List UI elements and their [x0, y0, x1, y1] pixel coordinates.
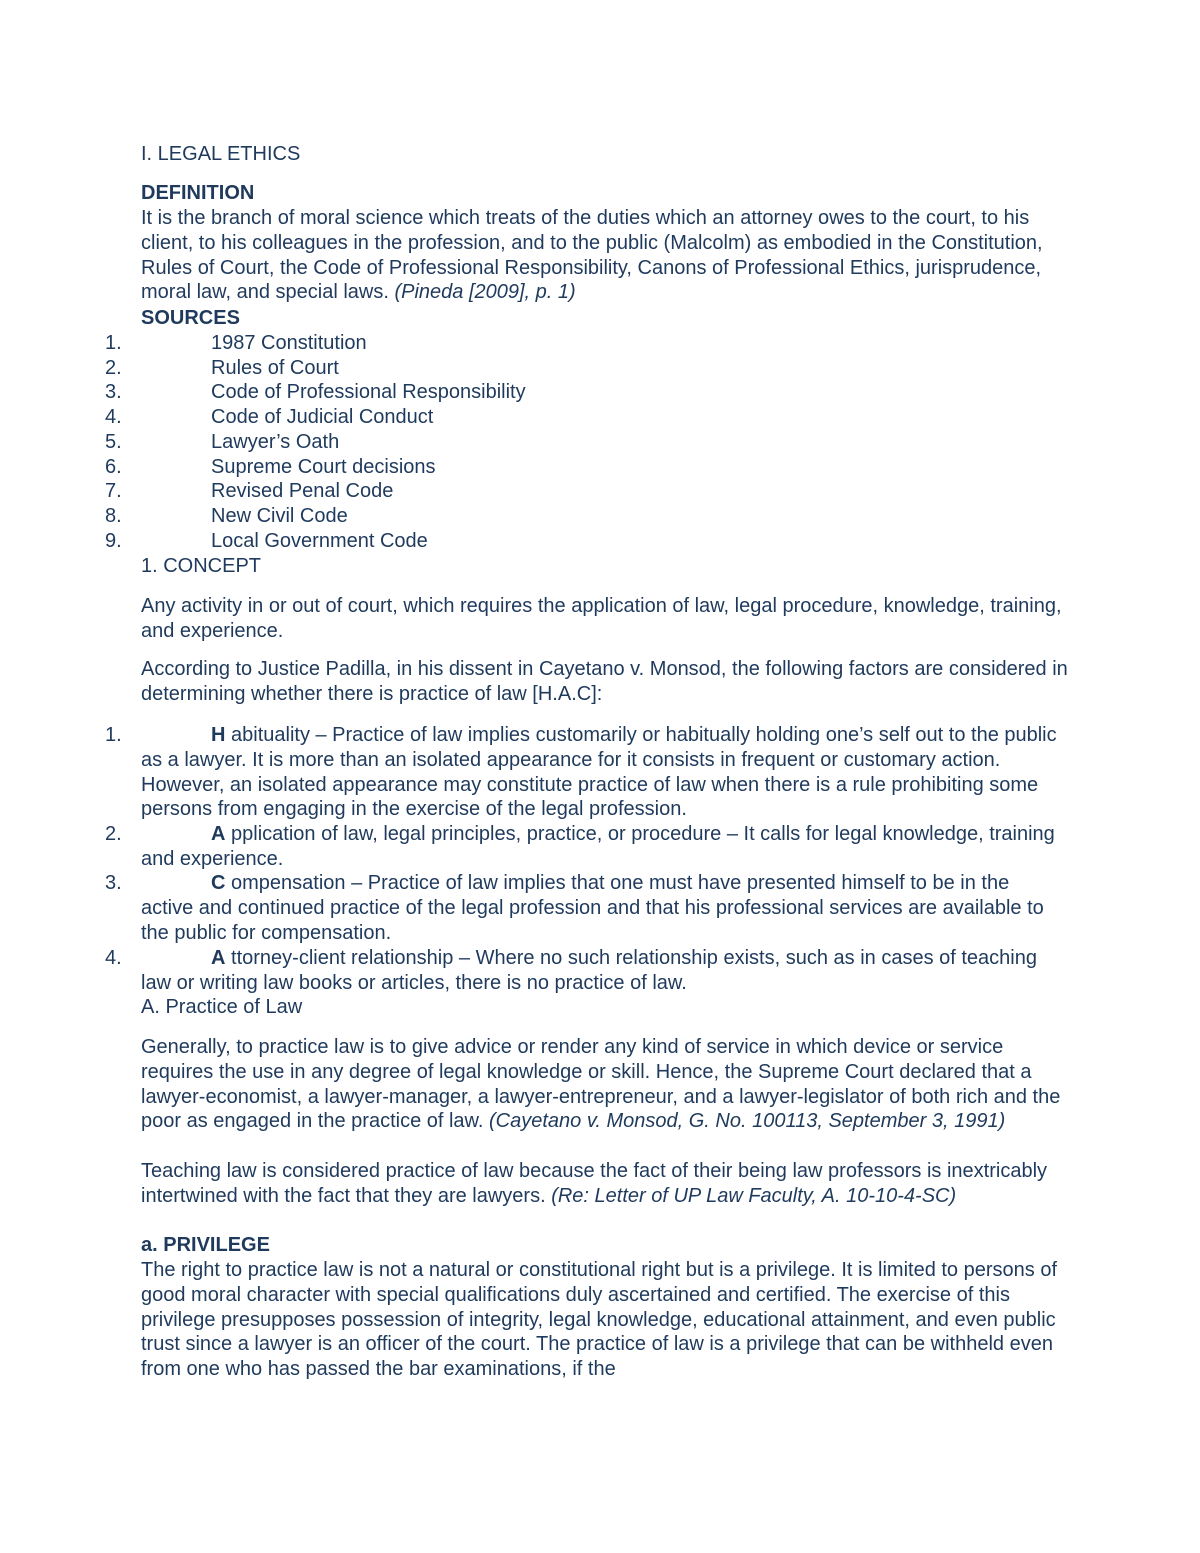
list-number: 2.: [105, 823, 122, 845]
list-number: 2.: [105, 357, 122, 379]
list-number: 4.: [105, 406, 122, 428]
factor-letter: C: [211, 872, 226, 894]
definition-paragraph: [141, 206, 1071, 305]
practice-paragraph-1: [141, 1035, 1071, 1134]
list-item: Revised Penal Code: [211, 480, 394, 502]
list-number: 1.: [105, 724, 122, 746]
privilege-paragraph: The right to practice law is not a natural or constitutional right but is a privilege. It is limited to persons of good moral character with special qualifications duly ascertained and certified. The exercise of this privilege presupposes possession of integrity, legal knowledge, educational attainment, and even public trust since a lawyer is an officer of the court. The practice of law is a privilege that can be withheld even from one who has passed the bar examinations, if the: [141, 1259, 1057, 1381]
factor-text: ttorney-client relationship – Where no such relationship exists, such as in cases of teaching law or writing law books or articles, there is no practice of law.: [141, 947, 1037, 994]
list-number: 3.: [105, 872, 122, 894]
definition-heading: DEFINITION: [141, 182, 255, 204]
factor-item: [141, 946, 1061, 996]
privilege-heading: a. PRIVILEGE: [141, 1234, 270, 1256]
definition-text: It is the branch of moral science which treats of the duties which an attorney owes to the court, to his client, to his colleagues in the profession, and to the public (Malcolm) as embodied in the Constitution, Rules of Court, the Code of Professional Responsibility, Canons of Professional Ethics, jurisprudence, moral law, and special laws.: [141, 207, 1043, 304]
list-item: New Civil Code: [211, 505, 348, 527]
list-number: 5.: [105, 431, 122, 453]
list-item: Code of Professional Responsibility: [211, 381, 526, 403]
list-item: Supreme Court decisions: [211, 456, 436, 478]
concept-heading: 1. CONCEPT: [141, 555, 262, 577]
list-number: 8.: [105, 505, 122, 527]
concept-paragraph-2: According to Justice Padilla, in his dissent in Cayetano v. Monsod, the following factors are considered in determining whether there is practice of law [H.A.C]:: [141, 658, 1068, 705]
factor-letter: A: [211, 947, 226, 969]
sources-heading: SOURCES: [141, 307, 240, 329]
concept-paragraph-1: Any activity in or out of court, which requires the application of law, legal procedure, knowledge, training, and experience.: [141, 595, 1062, 642]
list-item: Local Government Code: [211, 530, 428, 552]
practice-heading: A. Practice of Law: [141, 996, 303, 1018]
list-item: Lawyer’s Oath: [211, 431, 340, 453]
factor-letter: A: [211, 823, 226, 845]
practice-citation-2: (Re: Letter of UP Law Faculty, A. 10-10-4-SC): [551, 1184, 957, 1207]
factor-text: ompensation – Practice of law implies that one must have presented himself to be in the active and continued practice of the legal profession and that his professional services are available to the public for compensation.: [141, 872, 1044, 944]
factor-item: [141, 723, 1061, 822]
practice-text-2: Teaching law is considered practice of law because the fact of their being law professors is inextricably intertwined with the fact that they are lawyers.: [141, 1160, 1048, 1207]
definition-citation: (Pineda [2009], p. 1): [394, 281, 576, 304]
list-number: 6.: [105, 456, 122, 478]
factor-item: [141, 871, 1061, 945]
list-number: 4.: [105, 947, 122, 969]
page-title: I. LEGAL ETHICS: [141, 143, 301, 165]
list-number: 1.: [105, 332, 122, 354]
list-item: Rules of Court: [211, 357, 339, 379]
list-number: 9.: [105, 530, 122, 552]
list-item: 1987 Constitution: [211, 332, 367, 354]
practice-citation-1: (Cayetano v. Monsod, G. No. 100113, September 3, 1991): [489, 1110, 1006, 1133]
list-item: Code of Judicial Conduct: [211, 406, 434, 428]
list-number: 7.: [105, 480, 122, 502]
practice-text-1: Generally, to practice law is to give advice or render any kind of service in which device or service requires the use in any degree of legal knowledge or skill. Hence, the Supreme Court declared that a lawyer-economist, a lawyer-manager, a lawyer-entrepreneur, and a lawyer-legislator of both rich and the poor as engaged in the practice of law.: [141, 1036, 1061, 1133]
factor-item: [141, 822, 1061, 872]
factor-text: pplication of law, legal principles, practice, or procedure – It calls for legal knowledge, training and experience.: [141, 823, 1055, 870]
practice-paragraph-2: [141, 1159, 1071, 1209]
factor-text: abituality – Practice of law implies customarily or habitually holding one’s self out to the public as a lawyer. It is more than an isolated appearance for it consists in frequent or customary action. However, an isolated appearance may constitute practice of law when there is a rule prohibiting some persons from engaging in the exercise of the legal profession.: [141, 724, 1057, 821]
factor-letter: H: [211, 724, 226, 746]
list-number: 3.: [105, 381, 122, 403]
